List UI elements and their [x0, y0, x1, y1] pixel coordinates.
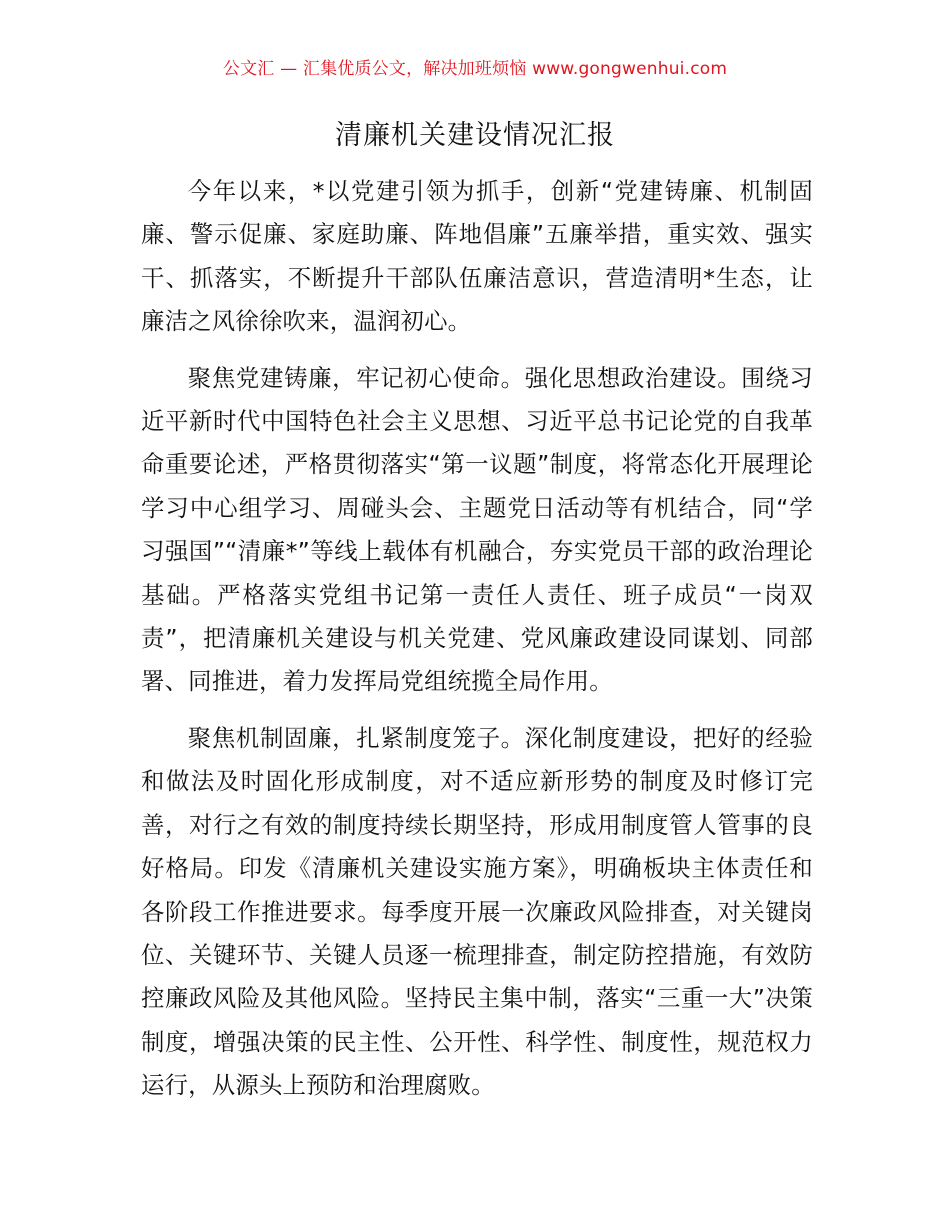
- document-body: [141, 170, 813, 1121]
- paragraph-party-building: 聚焦党建铸廉，牢记初心使命。强化思想政治建设。围绕习近平新时代中国特色社会主义思想、习近平总书记论党的自我革命重要论述，严格贯彻落实“第一议题”制度，将常态化开展理论学习中心组学习、周碰头会、主题党日活动等有机结合，同“学习强国”“清廉*”等线上载体有机融合，夯实党员干部的政治理论基础。严格落实党组书记第一责任人责任、班子成员“一岗双责”，把清廉机关建设与机关党建、党风廉政建设同谋划、同部署、同推进，着力发挥局党组统揽全局作用。: [141, 363, 813, 696]
- paragraph-mechanism: 聚焦机制固廉，扎紧制度笼子。深化制度建设，把好的经验和做法及时固化形成制度，对不适应新形势的制度及时修订完善，对行之有效的制度持续长期坚持，形成用制度管人管事的良好格局。印发《清廉机关建设实施方案》，明确板块主体责任和各阶段工作推进要求。每季度开展一次廉政风险排查，对关键岗位、关键环节、关键人员逐一梳理排查，制定防控措施，有效防控廉政风险及其他风险。坚持民主集中制，落实“三重一大”决策制度，增强决策的民主性、公开性、科学性、制度性，规范权力运行，从源头上预防和治理腐败。: [141, 723, 813, 1100]
- site-watermark-header: 公文汇 — 汇集优质公文，解决加班烦恼 www.gongwenhui.com: [222, 59, 728, 79]
- document-title: 清廉机关建设情况汇报: [335, 120, 615, 151]
- paragraph-intro: 今年以来，*以党建引领为抓手，创新“党建铸廉、机制固廉、警示促廉、家庭助廉、阵地倡廉”五廉举措，重实效、强实干、抓落实，不断提升干部队伍廉洁意识，营造清明*生态，让廉洁之风徐徐吹来，温润初心。: [141, 177, 813, 336]
